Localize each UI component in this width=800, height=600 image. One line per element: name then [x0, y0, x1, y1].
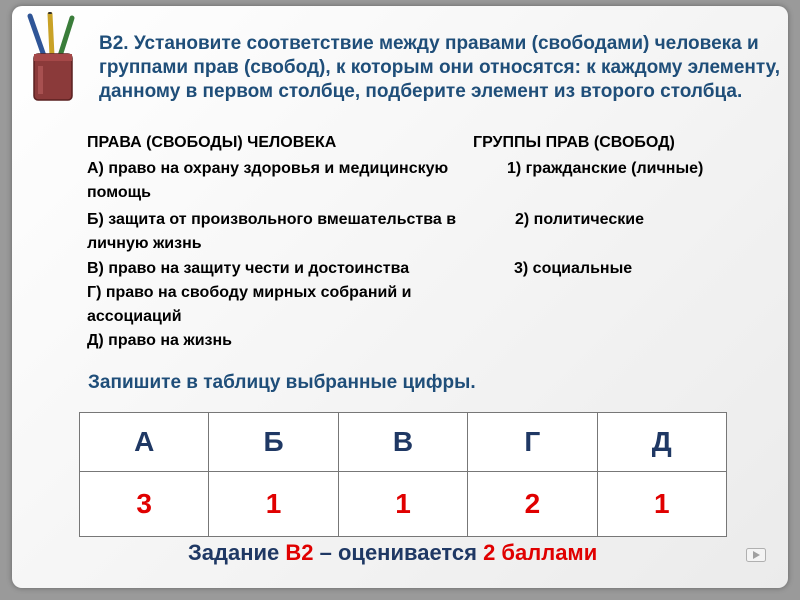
scoring-note [188, 540, 597, 566]
answer-table [79, 412, 727, 537]
instruction-text: Запишите в таблицу выбранные цифры. [88, 372, 476, 393]
answer-header-b: Б [209, 413, 338, 472]
table-row [80, 472, 727, 537]
answer-header-a: А [80, 413, 209, 472]
answer-value-g: 2 [468, 472, 597, 537]
answer-value-v: 1 [338, 472, 467, 537]
scoring-task-code: В2 [285, 540, 314, 565]
group-item-1: 1) гражданские (личные) [507, 160, 704, 177]
right-item-b: Б) защита от произвольного вмешательства в личную жизнь [87, 211, 457, 252]
table-row [80, 413, 727, 472]
group-item-3: 3) социальные [514, 260, 633, 277]
right-item-a: А) право на охрану здоровья и медицинскую помощь [87, 160, 449, 201]
right-item-v: В) право на защиту чести и достоинства [87, 260, 410, 277]
scoring-prefix: Задание [188, 540, 286, 565]
answer-value-b: 1 [209, 472, 338, 537]
rights-column-heading: ПРАВА (СВОБОДЫ) ЧЕЛОВЕКА [87, 134, 337, 151]
answer-header-g: Г [468, 413, 597, 472]
scoring-points: 2 баллами [483, 540, 598, 565]
answer-value-d: 1 [597, 472, 726, 537]
column-headings [87, 134, 767, 154]
task-title: В2. Установите соответствие между правами (свободами) человека и группами прав (свобод), к которым они относятся: к каждому элементу, данному в первом столбце, подберите элемент из второго столбца. [99, 33, 781, 102]
right-item-d: Д) право на жизнь [87, 332, 232, 349]
right-item-g: Г) право на свободу мирных собраний и ассоциаций [87, 284, 412, 325]
slide [12, 6, 788, 588]
group-item-2: 2) политические [515, 211, 644, 228]
scoring-middle: – оценивается [313, 540, 484, 565]
slide-nav-icon[interactable] [746, 548, 766, 562]
answer-value-a: 3 [80, 472, 209, 537]
answer-header-d: Д [597, 413, 726, 472]
answer-header-v: В [338, 413, 467, 472]
groups-column-heading: ГРУППЫ ПРАВ (СВОБОД) [473, 134, 675, 151]
pencil-cup-icon [22, 12, 84, 104]
